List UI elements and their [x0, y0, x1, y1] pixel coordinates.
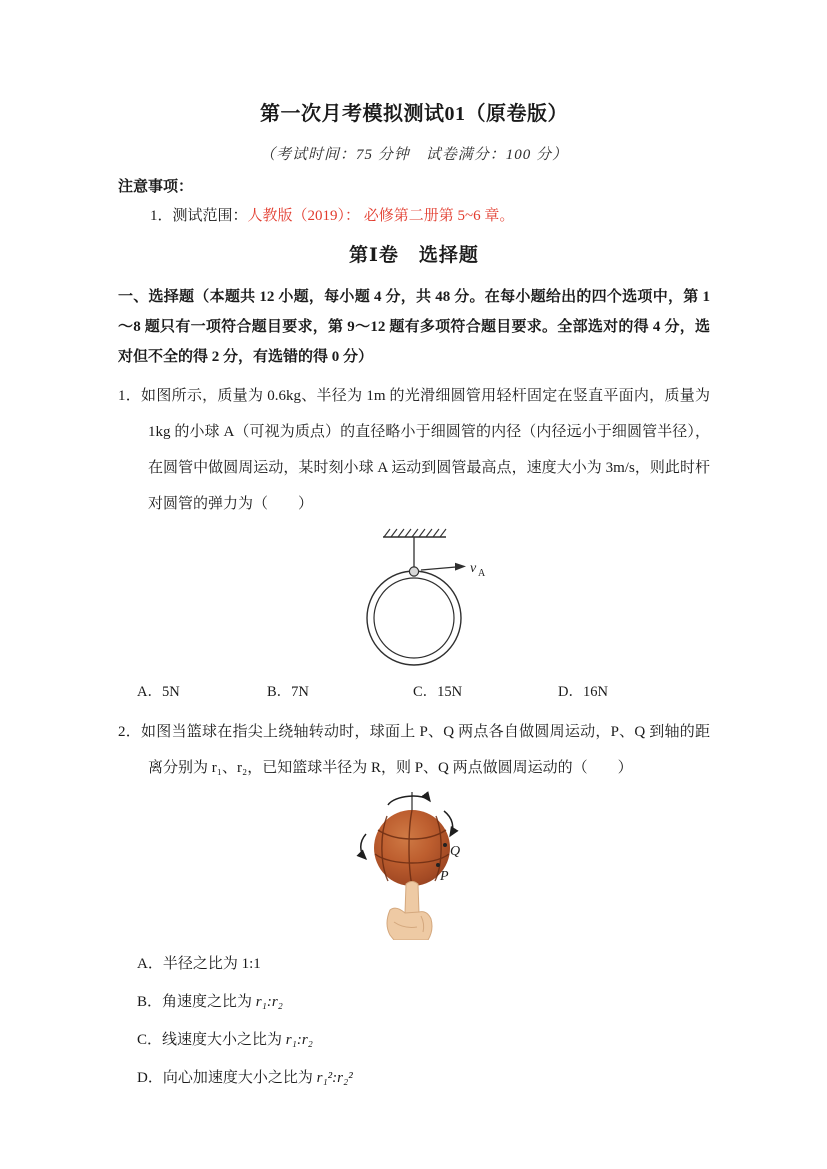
point-p-dot [436, 863, 440, 867]
option-a-label: A． [137, 956, 163, 972]
option-d-label: D． [137, 1070, 163, 1086]
section-intro: 一、选择题（本题共 12 小题，每小题 4 分，共 48 分。在每小题给出的四个选项中，第 1～8 题只有一项符合题目要求，第 9～12 题有多项符合题目要求。全部选对的得 4 分，选对但不全的得 2 分，有选错的得 0 分） [118, 289, 710, 365]
ceiling-hatch [383, 529, 446, 537]
point-p-label: P [440, 869, 449, 884]
ball-a [409, 567, 418, 576]
question-2-options [118, 945, 710, 1097]
option-d-label: D． [558, 684, 583, 700]
index-finger [405, 882, 419, 916]
option-c-text: 15N [437, 684, 463, 700]
option-b-label: B． [137, 994, 163, 1010]
question-1-options [118, 680, 710, 704]
question-2-option-d [118, 1059, 710, 1097]
question-1-text: 如图所示，质量为 0.6kg、半径为 1m 的光滑细圆管用轻杆固定在竖直平面内，质量为 1kg 的小球 A（可视为质点）的直径略小于细圆管的内径（内径远小于细圆管半径），在圆管中做圆周运动，某时刻小球 A 运动到圆管最高点，速度大小为 3m/s，则此时杆对圆管的弹力为（ ） [141, 388, 710, 512]
question-2-text: 如图当篮球在指尖上绕轴转动时，球面上 P、Q 两点各自做圆周运动，P、Q 到轴的距离分别为 r₁、r₂，已知篮球半径为 R，则 P、Q 两点做圆周运动的（ ） [141, 724, 710, 776]
question-1-option-d [558, 680, 608, 701]
option-b-text: 角速度之比为 [162, 994, 256, 1010]
hand [387, 882, 432, 941]
question-2-option-c [118, 1021, 710, 1059]
rotation-arrow-left [361, 834, 366, 859]
option-c-text: 线速度大小之比为 [162, 1032, 286, 1048]
option-b-math: r₁:r₂ [255, 994, 283, 1010]
page-content [118, 100, 710, 1097]
question-2-option-b [118, 983, 710, 1021]
notice-heading: 注意事项： [118, 179, 194, 195]
question-2-number: 2． [118, 724, 141, 740]
question-1-stem [118, 378, 710, 522]
notice-item-prefix: 1．测试范围： [150, 208, 248, 224]
question-1-option-a [137, 680, 180, 701]
option-c-label: C． [137, 1032, 163, 1048]
option-d-text: 16N [582, 684, 608, 700]
velocity-arrow [421, 563, 466, 571]
page-title: 第一次月考模拟测试01（原卷版） [260, 103, 568, 125]
tube-outer-circle [367, 571, 461, 665]
question-1-option-b [267, 680, 309, 701]
test-scope-highlight: 人教版（2019）： 必修第二册第 5~6 章。 [247, 208, 515, 224]
fist [387, 908, 432, 940]
notice-item-1 [118, 206, 710, 227]
point-q-dot [443, 843, 447, 847]
option-a-text: 半径之比为 1:1 [162, 956, 261, 972]
velocity-subscript-label: A [478, 568, 486, 579]
option-c-math: r₁:r₂ [285, 1032, 313, 1048]
question-2-stem [118, 714, 710, 786]
section-title: 第Ⅰ卷 选择题 [349, 245, 479, 266]
question-2-figure [118, 788, 710, 945]
exam-info: （考试时间：75 分钟 试卷满分：100 分） [259, 147, 568, 163]
question-2-option-a [118, 945, 710, 983]
question-1-number: 1． [118, 388, 142, 404]
rotation-arrow-top [388, 796, 430, 805]
option-b-text: 7N [291, 684, 309, 700]
point-q-label: Q [450, 844, 461, 859]
question-1-figure [118, 524, 710, 675]
basketball-figure [324, 788, 504, 940]
circular-tube-figure [328, 524, 500, 670]
velocity-label: v [470, 561, 477, 576]
tube-inner-circle [374, 578, 454, 658]
option-c-label: C． [413, 684, 438, 700]
question-1-option-c [413, 680, 462, 701]
option-d-math: r₁²:r₂² [316, 1070, 353, 1086]
option-a-label: A． [137, 684, 162, 700]
option-d-text: 向心加速度大小之比为 [162, 1070, 317, 1086]
option-b-label: B． [267, 684, 292, 700]
option-a-text: 5N [161, 684, 180, 700]
